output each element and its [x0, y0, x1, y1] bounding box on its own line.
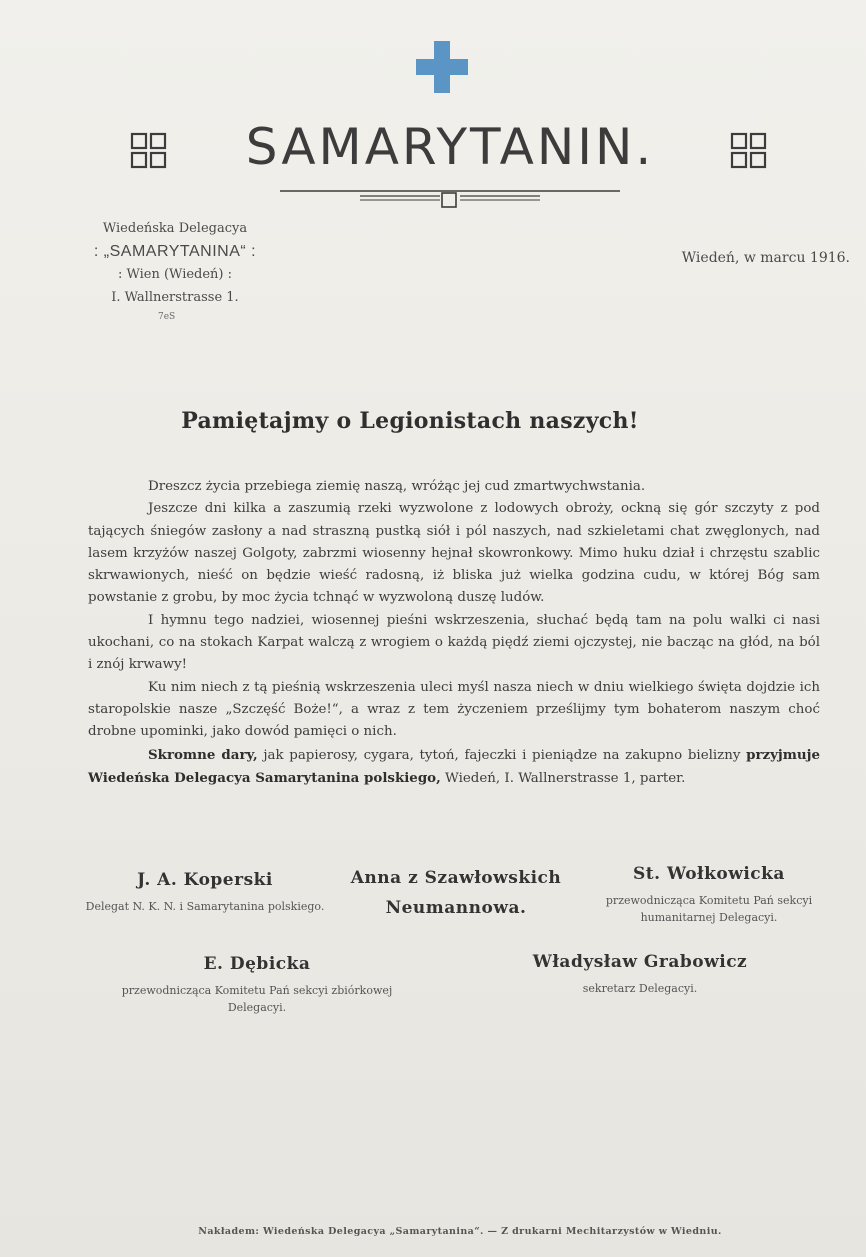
bold-text: przyjmuje Wiedeńska Delegacya Samarytanina polskiego, [88, 746, 821, 786]
appeal-body [88, 476, 820, 790]
paragraph: Ku nim niech z tą pieśnią wskrzeszenia uleci myśl nasza niech w dniu wielkiego święta dojdzie ich staropolskie nasze „Szczęść Boże!“, a wraz z tem życzeniem prześlijmy tym bohaterom naszym choć drobne upominki, jako dowód pamięci o nich. [88, 679, 820, 740]
masthead [130, 112, 770, 182]
sender-line: : „SAMARYTANINA“ : [93, 243, 257, 260]
cross-icon [416, 41, 468, 93]
bold-text: Skromne dary, [148, 746, 258, 763]
signatory-name: Władysław Grabowicz [532, 952, 748, 972]
signatory-name: E. Dębicka [203, 954, 311, 974]
signature-block [120, 952, 394, 1016]
signatory-role: Delegat N. K. N. i Samarytanina polskiego. [85, 900, 325, 913]
signatory-role: przewodnicząca Komitetu Pań sekcyi humanitarnej Delegacyi. [605, 894, 813, 924]
paragraph: Jeszcze dni kilka a zaszumią rzeki wyzwolone z lodowych obroży, ockną się gór szczyty z pod tających śniegów zasłony a nad straszną pustką siół i pól naszych, nad szkieletami chat zwęglonych, nad lasem krzyżów naszej Golgoty, zabrzmi wiosenny hejnał skowronkowy. Mimo huku dział i chrzęstu szablic skrwawionych, nieść on będzie wieść radosną, iż bliska już wielka godzina cudu, w której Bóg sam powstanie z grobu, by moc życia tchnąć w wyzwoloną duszę ludów. [88, 501, 820, 606]
signature-block [82, 868, 328, 915]
signatory-name: Anna z Szawłowskich Neumannowa. [350, 868, 562, 918]
pencil-mark: 7eS [158, 312, 176, 322]
signatory-name: J. A. Koperski [137, 870, 273, 890]
paragraph [88, 744, 820, 791]
grid-icon [730, 132, 768, 170]
signature-block [586, 862, 832, 926]
signature-block [500, 950, 780, 997]
rule-ornament [280, 186, 620, 210]
sender-line: Wiedeńska Delegacya [102, 221, 248, 236]
page-title: SAMARYTANIN. [245, 118, 655, 176]
printer-imprint: Nakładem: Wiedeńska Delegacya „Samarytanina“. — Z drukarni Mechitarzystów w Wiedniu. [198, 1226, 722, 1237]
signatory-name: St. Wołkowicka [633, 864, 785, 884]
sender-address [40, 217, 310, 309]
paragraph: I hymnu tego nadziei, wiosennej pieśni wskrzeszenia, słuchać będą tam na polu walki ci nasi ukochani, co na stokach Karpat walczą z wrogiem o każdą piędź ziemi ojczystej, nie bacząc na głód, na ból i znój krwawy! [88, 612, 820, 673]
paragraph-text: Wiedeń, I. Wallnerstrasse 1, parter. [440, 770, 686, 786]
paragraph: Dreszcz życia przebiega ziemię naszą, wróżąc jej cud zmartwychwstania. [148, 479, 646, 494]
signatory-role: przewodnicząca Komitetu Pań sekcyi zbiórkowej Delegacyi. [121, 984, 393, 1014]
signature-block [338, 863, 574, 923]
paragraph-text: jak papierosy, cygara, tytoń, fajeczki i pieniądze na zakupno bielizny [257, 747, 747, 763]
sender-line: I. Wallnerstrasse 1. [111, 290, 239, 305]
dateline: Wiedeń, w marcu 1916. [681, 250, 850, 266]
appeal-heading: Pamiętajmy o Legionistach naszych! [181, 408, 639, 434]
signatory-role: sekretarz Delegacyi. [582, 982, 698, 995]
grid-icon [130, 132, 168, 170]
sender-line: : Wien (Wiedeń) : [117, 267, 233, 282]
